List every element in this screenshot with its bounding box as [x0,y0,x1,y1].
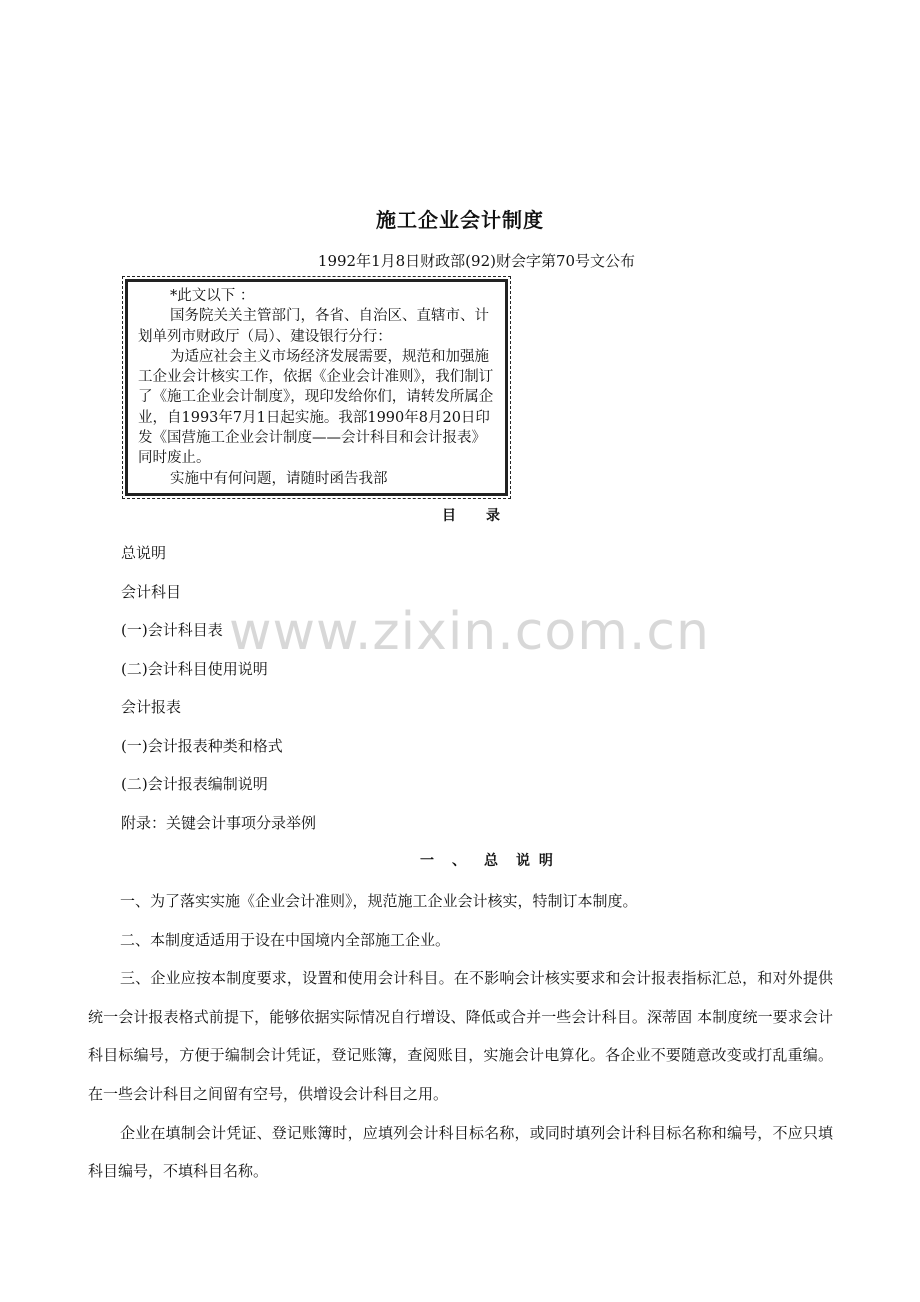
toc-item: (一)会计科目表 [121,621,223,639]
document-subtitle: 1992年1月8日财政部(92)财会字第70号文公布 [317,252,636,270]
toc-item: (二)会计报表编制说明 [121,775,268,793]
body-paragraph: 三、企业应按本制度要求，设置和使用会计科目。在不影响会计核实要求和会计报表指标汇总，和对外提供统一会计报表格式前提下，能够依据实际情况自行增设、降低或合并一些会计科目。深蒂固 本制度统一要求会计科目标编号，方便于编制会计凭证，登记账簿，查阅账目，实施会计电算化。各企业不要随意改变或打乱重编。在一些会计科目之间留有空号，供增设会计科目之用。 [88,969,833,1103]
toc-list [121,543,316,851]
section-heading-rest: 说 明 [516,853,555,869]
body-paragraph: 企业在填制会计凭证、登记账簿时，应填列会计科目标名称，或同时填列会计科目标名称和编号，不应只填科目编号，不填科目名称。 [88,1123,833,1181]
toc-item: 会计科目 [121,582,182,601]
watermark: www.zixin.com.cn [229,602,710,662]
body-text [88,882,833,1191]
notice-line: 实施中有何问题，请随时函告我部 [170,470,388,487]
notice-line: 为适应社会主义市场经济发展需要，规范和加强施工企业会计核实工作，依据《企业会计准则》，我们制订了《施工企业会计制度》，现印发给你们，请转发所属企业，自1993年7月1日起实施。我部1990年8月20日印发《国营施工企业会计制度——会计科目和会计报表》同时废止。 [138,348,494,467]
notice-line: *此文以下 ： [170,288,255,304]
toc-item: 会计报表 [121,698,182,716]
toc-item: (一)会计报表种类和格式 [121,736,283,755]
section-heading [420,850,555,870]
body-paragraph: 二、本制度适适用于设在中国境内全部施工企业。 [120,930,451,949]
toc-item: 附录：关键会计事项分录举例 [121,813,317,832]
toc-heading: 目录 [442,508,530,524]
notice-box [125,279,508,496]
notice-line: 国务院关关主管部门，各省、自治区、直辖市、计划单列市财政厅（局）、建设银行分行： [138,308,489,345]
section-heading-prefix: 一、总 [420,853,516,869]
document-title: 施工企业会计制度 [376,208,544,232]
body-paragraph: 一、为了落实实施《企业会计准则》，规范施工企业会计核实，特制订本制度。 [120,892,638,910]
toc-item: 总说明 [121,544,167,562]
toc-item: (二)会计科目使用说明 [121,659,268,678]
